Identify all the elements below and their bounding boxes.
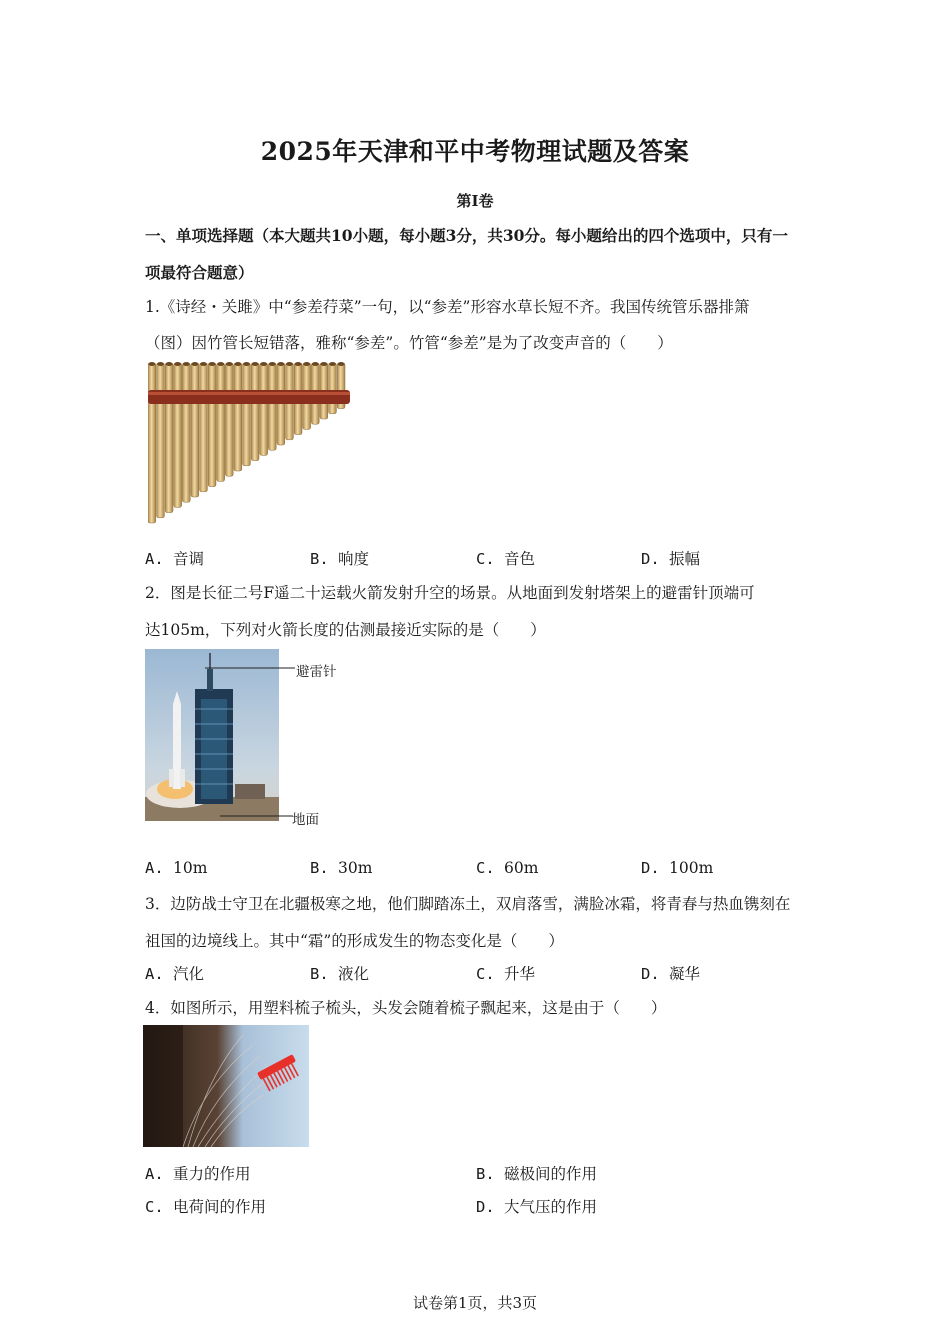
q3-option-b[interactable]: B. 液化 bbox=[310, 965, 370, 983]
question-3-text-cont: 祖国的边境线上。其中“霜”的形成发生的物态变化是（ ） bbox=[145, 932, 564, 950]
panpipe-tube-opening bbox=[209, 362, 216, 366]
panpipe-tube-opening bbox=[312, 362, 319, 366]
panpipe-tube bbox=[329, 363, 337, 414]
question-2-text: 2．图是长征二号F遥二十运载火箭发射升空的场景。从地面到发射塔架上的避雷针顶端可 bbox=[145, 584, 755, 602]
panpipe-tube bbox=[191, 363, 199, 497]
panpipe-tube-opening bbox=[295, 362, 302, 366]
question-1-text-cont: （图）因竹管长短错落，雅称“参差”。竹管“参差”是为了改变声音的（ ） bbox=[145, 334, 673, 352]
q2-option-a[interactable]: A. 10m bbox=[145, 859, 208, 877]
q1-option-d[interactable]: D. 振幅 bbox=[641, 550, 701, 568]
panpipe-tube-opening bbox=[303, 362, 310, 366]
panpipe-tube bbox=[157, 363, 165, 518]
panpipe-tube-opening bbox=[329, 362, 336, 366]
panpipe-tube bbox=[200, 363, 208, 492]
panpipe-tube-opening bbox=[235, 362, 242, 366]
panpipe-tube-opening bbox=[157, 362, 164, 366]
q2-option-c[interactable]: C. 60m bbox=[476, 859, 539, 877]
panpipe-tube-opening bbox=[269, 362, 276, 366]
question-2-text-cont: 达105m，下列对火箭长度的估测最接近实际的是（ ） bbox=[145, 621, 546, 639]
panpipe-tube bbox=[243, 363, 251, 466]
panpipe-tube-opening bbox=[174, 362, 181, 366]
q1-option-b[interactable]: B. 响度 bbox=[310, 550, 370, 568]
q2-option-d[interactable]: D. 100m bbox=[641, 859, 714, 877]
panpipe-tube-opening bbox=[286, 362, 293, 366]
q1-option-a[interactable]: A. 音调 bbox=[145, 550, 205, 568]
panpipe-tube bbox=[217, 363, 225, 481]
panpipe-tube-opening bbox=[149, 362, 156, 366]
panpipe-tube-opening bbox=[217, 362, 224, 366]
panpipe-tube bbox=[234, 363, 242, 471]
question-3-text: 3．边防战士守卫在北疆极寒之地，他们脚踏冻土，双肩落雪，满脸冰霜，将青春与热血镌刻在 bbox=[145, 895, 791, 913]
panpipe-tube-opening bbox=[338, 362, 345, 366]
section-heading: 一、单项选择题（本大题共10小题，每小题3分，共30分。每小题给出的四个选项中，只有一 bbox=[145, 226, 788, 245]
q4-option-b[interactable]: B. 磁极间的作用 bbox=[476, 1165, 598, 1183]
question-1-text: 1.《诗经・关雎》中“参差荇菜”一句，以“参差”形容水草长短不齐。我国传统管乐器排箫 bbox=[145, 298, 750, 316]
panpipe-tube-opening bbox=[260, 362, 267, 366]
panpipe-tube bbox=[208, 363, 216, 487]
figure-leader-lines bbox=[205, 660, 301, 825]
panpipe-figure bbox=[148, 360, 353, 525]
panpipe-tube-opening bbox=[321, 362, 328, 366]
panpipe-tube-opening bbox=[278, 362, 285, 366]
panpipe-tube-opening bbox=[226, 362, 233, 366]
label-ground: 地面 bbox=[292, 812, 319, 828]
q4-option-d[interactable]: D. 大气压的作用 bbox=[476, 1198, 598, 1216]
panpipe-tube-opening bbox=[166, 362, 173, 366]
q3-option-a[interactable]: A. 汽化 bbox=[145, 965, 205, 983]
panpipe-tube bbox=[260, 363, 268, 455]
panpipe-tube bbox=[148, 363, 156, 523]
panpipe-tube bbox=[182, 363, 190, 502]
panpipe-tube-opening bbox=[200, 362, 207, 366]
panpipe-tube bbox=[174, 363, 182, 507]
q3-option-c[interactable]: C. 升华 bbox=[476, 965, 536, 983]
panpipe-tube-opening bbox=[192, 362, 199, 366]
panpipe-tube-opening bbox=[183, 362, 190, 366]
comb-hair-figure bbox=[143, 1025, 309, 1147]
q4-option-a[interactable]: A. 重力的作用 bbox=[145, 1165, 251, 1183]
volume-heading: 第Ⅰ卷 bbox=[456, 192, 494, 210]
panpipe-tube bbox=[165, 363, 173, 513]
section-heading-cont: 项最符合题意） bbox=[145, 263, 254, 282]
panpipe-tube-opening bbox=[243, 362, 250, 366]
page-footer: 试卷第1页，共3页 bbox=[412, 1294, 538, 1312]
panpipe-tube bbox=[251, 363, 259, 461]
panpipe-tube-opening bbox=[252, 362, 259, 366]
q4-option-c[interactable]: C. 电荷间的作用 bbox=[145, 1198, 267, 1216]
page-title: 2025年天津和平中考物理试题及答案 bbox=[260, 137, 690, 166]
question-4-text: 4．如图所示，用塑料梳子梳头，头发会随着梳子飘起来，这是由于（ ） bbox=[145, 999, 667, 1017]
q1-option-c[interactable]: C. 音色 bbox=[476, 550, 536, 568]
panpipe-tube bbox=[225, 363, 233, 476]
q2-option-b[interactable]: B. 30m bbox=[310, 859, 373, 877]
q3-option-d[interactable]: D. 凝华 bbox=[641, 965, 701, 983]
panpipe-tube bbox=[268, 363, 276, 450]
label-lightning-rod: 避雷针 bbox=[296, 664, 337, 680]
